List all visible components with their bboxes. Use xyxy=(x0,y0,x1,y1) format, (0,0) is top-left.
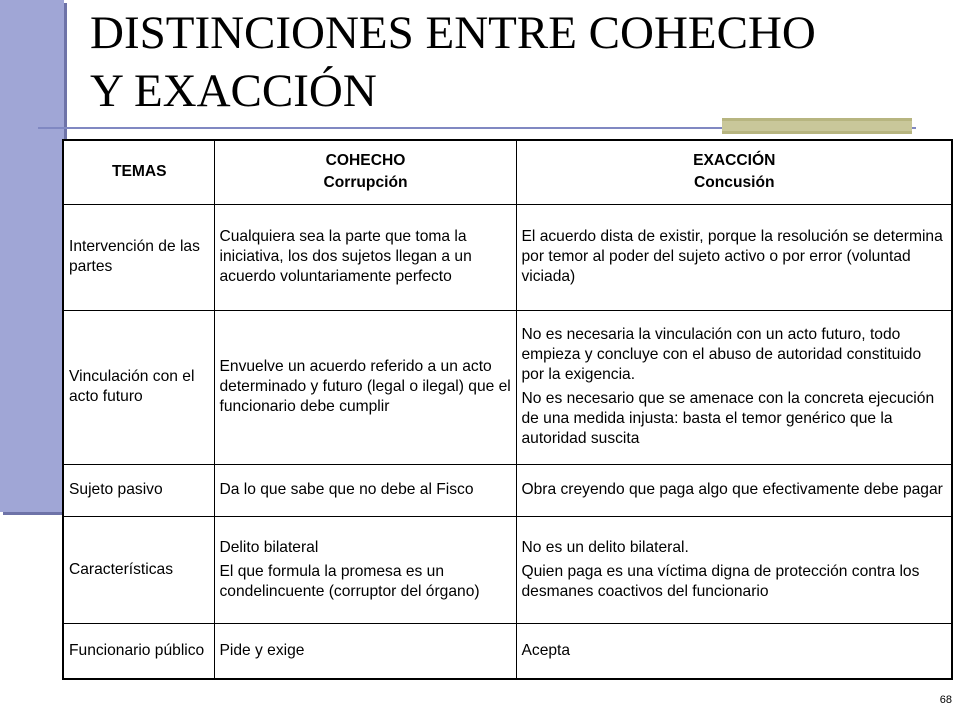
table-row xyxy=(63,623,952,679)
row-cohecho xyxy=(214,623,516,679)
decorative-sidebar xyxy=(0,0,64,512)
cell-text: El acuerdo dista de existir, porque la resolución se determina por temor al poder del sujeto activo o por error (voluntad viciada) xyxy=(521,228,943,285)
table-row xyxy=(63,204,952,310)
row-exaccion xyxy=(516,516,952,623)
comparison-table xyxy=(62,139,953,680)
cell-text: Quien paga es una víctima digna de protección contra los desmanes coactivos del funcionario xyxy=(521,562,920,600)
table-header-row xyxy=(63,140,952,204)
cell-text: No es necesaria la vinculación con un acto futuro, todo empieza y concluye con el abuso de autoridad constituido por la exigencia. xyxy=(521,326,922,383)
header-exaccion-subtitle: Concusión xyxy=(693,174,775,192)
table-row xyxy=(63,310,952,464)
table-row xyxy=(63,516,952,623)
row-tema: Funcionario público xyxy=(63,623,214,679)
cell-text: Envuelve un acuerdo referido a un acto determinado y futuro (legal o ilegal) que el funcionario debe cumplir xyxy=(219,358,511,415)
cell-text: No es un delito bilateral. xyxy=(521,538,689,556)
header-exaccion xyxy=(516,140,952,204)
row-exaccion xyxy=(516,464,952,516)
row-exaccion xyxy=(516,204,952,310)
cell-text: El que formula la promesa es un condelincuente (corruptor del órgano) xyxy=(219,562,480,600)
cell-text: Acepta xyxy=(521,641,571,659)
header-exaccion-title: EXACCIÓN xyxy=(693,152,776,170)
cell-text: Obra creyendo que paga algo que efectivamente debe pagar xyxy=(521,481,943,498)
row-cohecho xyxy=(214,464,516,516)
row-cohecho xyxy=(214,204,516,310)
row-tema: Vinculación con el acto futuro xyxy=(63,310,214,464)
cell-text: Pide y exige xyxy=(219,641,305,659)
table-row xyxy=(63,464,952,516)
row-tema: Sujeto pasivo xyxy=(63,464,214,516)
decorative-accent-bar xyxy=(722,118,912,134)
cell-text: Da lo que sabe que no debe al Fisco xyxy=(219,481,474,498)
row-cohecho xyxy=(214,516,516,623)
row-exaccion xyxy=(516,623,952,679)
header-cohecho-title: COHECHO xyxy=(325,152,406,170)
page-number: 68 xyxy=(939,694,952,706)
row-tema: Características xyxy=(63,516,214,623)
row-exaccion xyxy=(516,310,952,464)
cell-text: Cualquiera sea la parte que toma la iniciativa, los dos sujetos llegan a un acuerdo voluntariamente perfecto xyxy=(219,228,472,285)
cell-text: Delito bilateral xyxy=(219,538,319,556)
slide-title: DISTINCIONES ENTRE COHECHO Y EXACCIÓN xyxy=(90,7,816,117)
header-cohecho xyxy=(214,140,516,204)
row-tema: Intervención de las partes xyxy=(63,204,214,310)
header-cohecho-subtitle: Corrupción xyxy=(323,174,408,192)
row-cohecho xyxy=(214,310,516,464)
cell-text: No es necesario que se amenace con la concreta ejecución de una medida injusta: basta el temor genérico que la autoridad suscita xyxy=(521,390,935,447)
header-temas: TEMAS xyxy=(63,140,214,204)
